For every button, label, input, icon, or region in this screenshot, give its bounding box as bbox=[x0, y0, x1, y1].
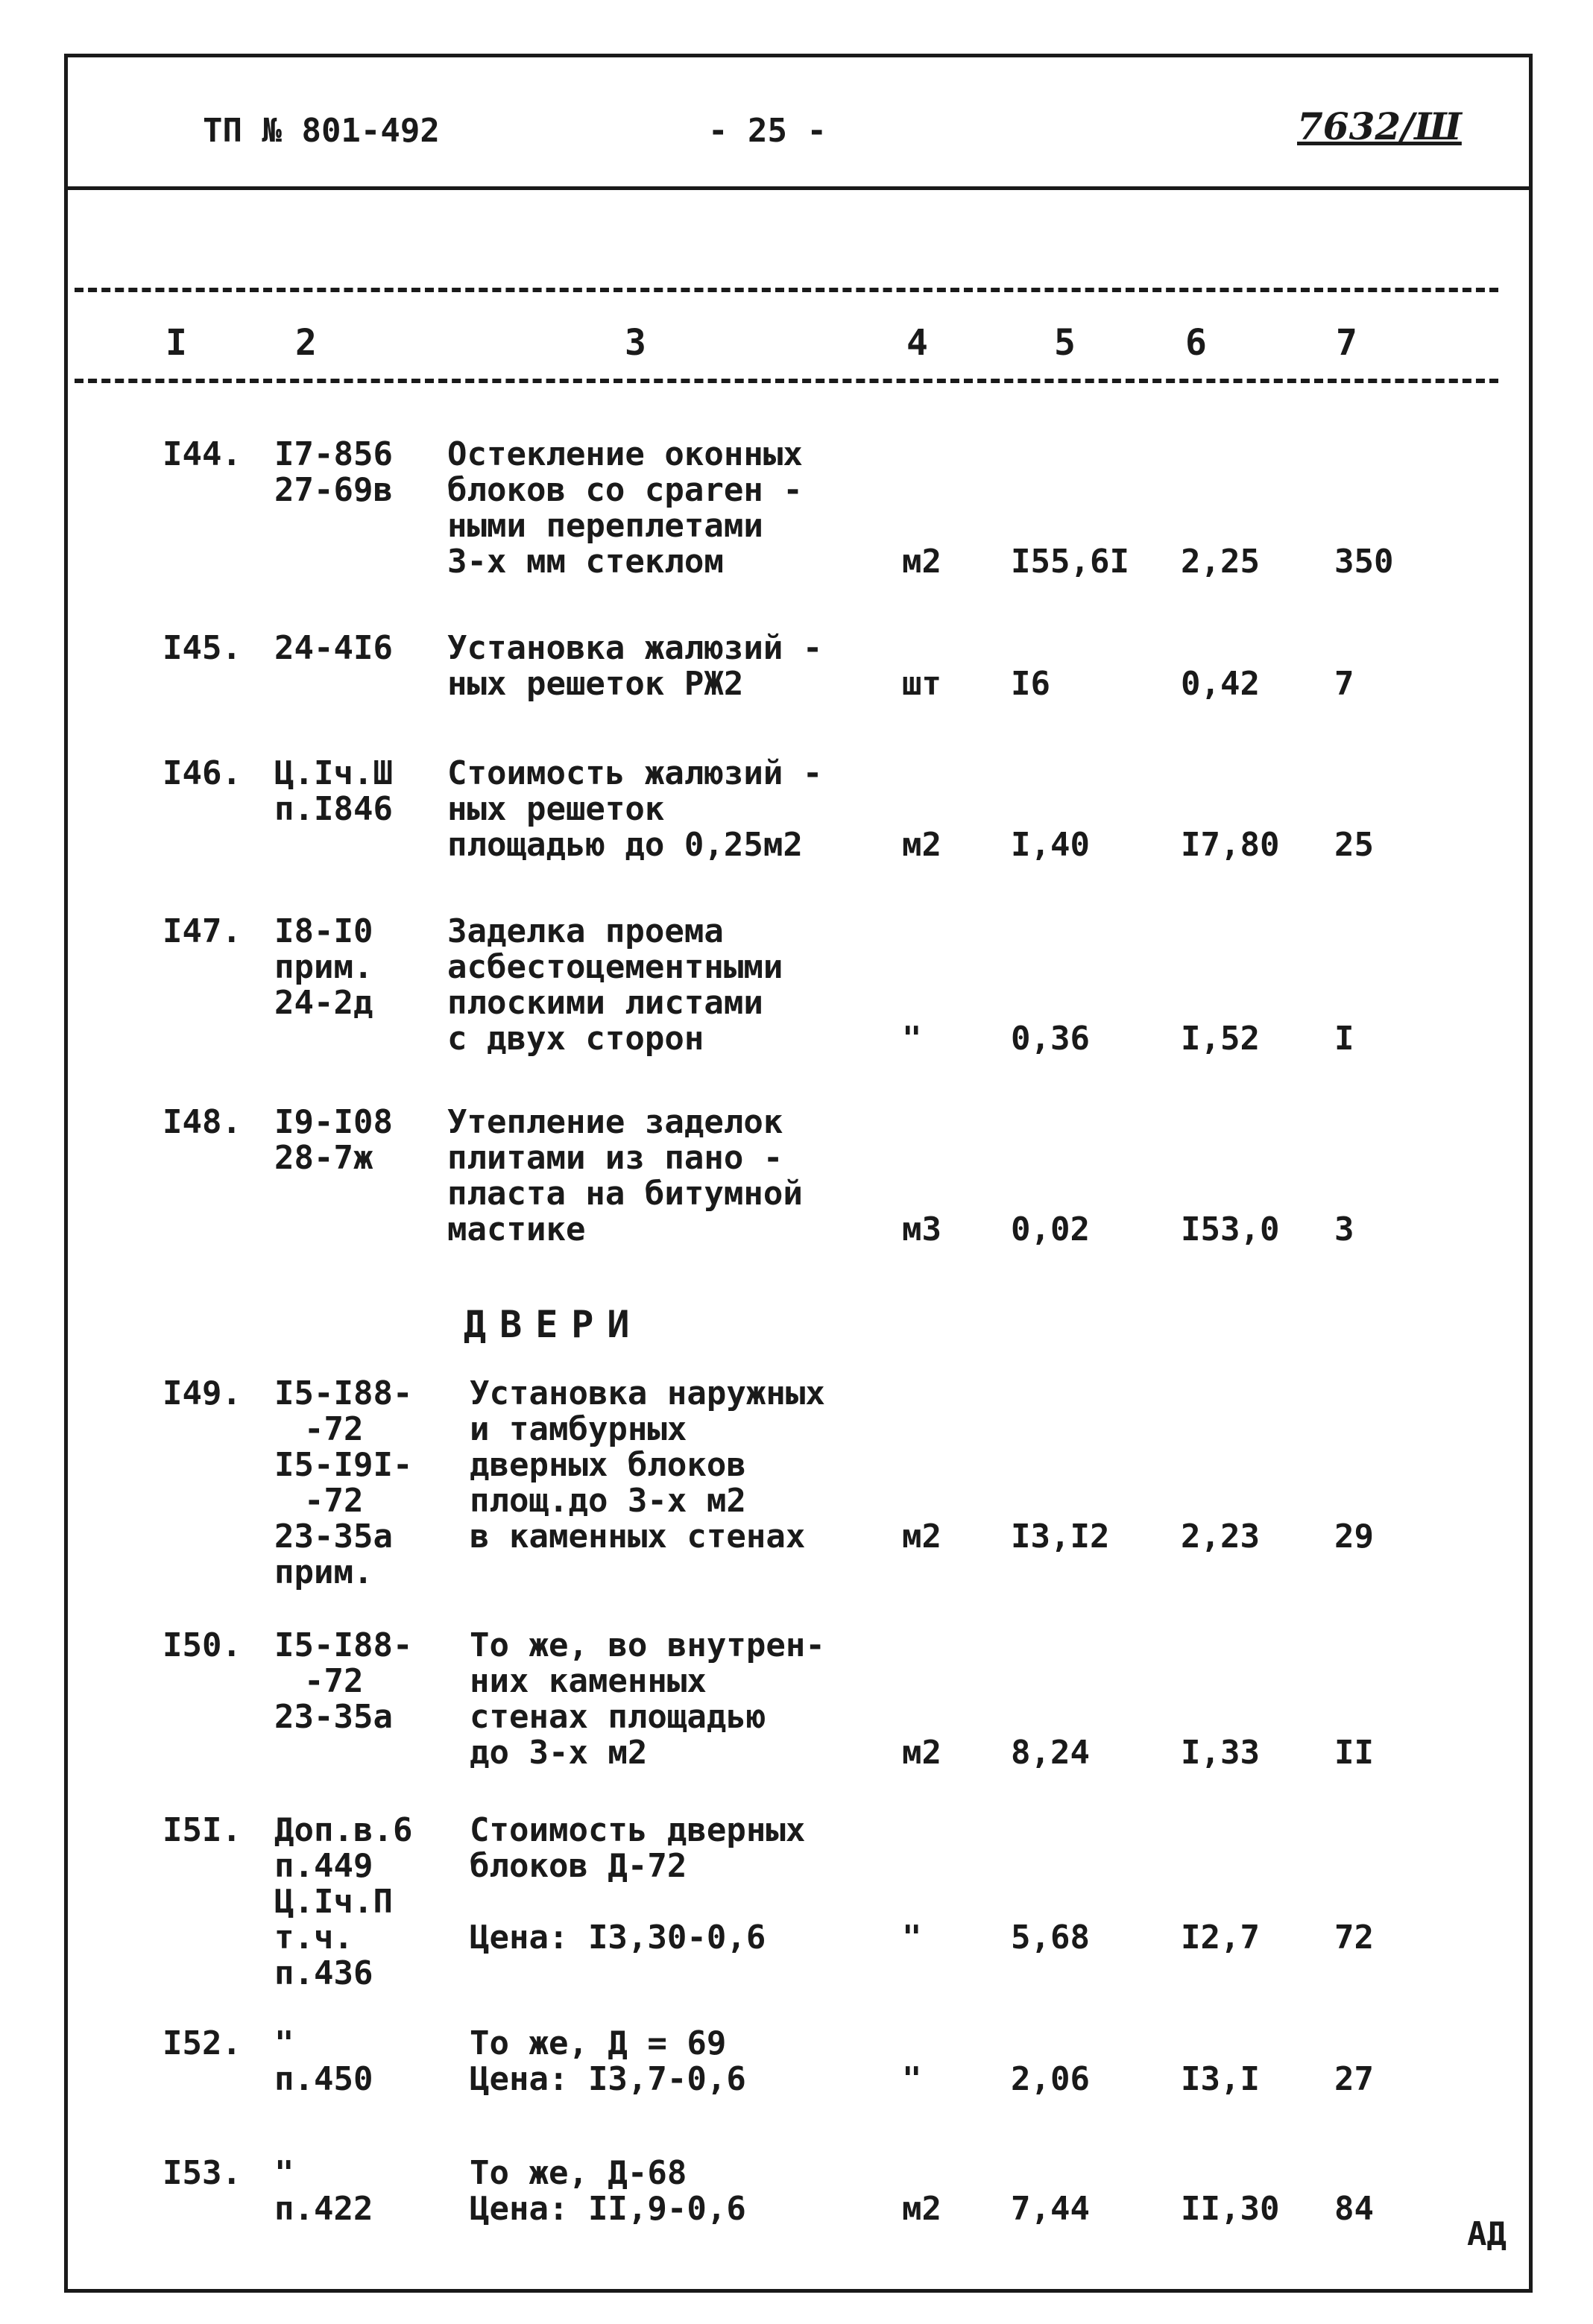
row-code-line: п.436 bbox=[274, 1954, 373, 1992]
row-description-line: них каменных bbox=[470, 1662, 707, 1700]
table-header-dashes bbox=[75, 379, 1498, 383]
row-description-line: То же, Д = 69 bbox=[470, 2024, 727, 2062]
row-unit: " bbox=[902, 2060, 922, 2098]
table-top-dashes bbox=[75, 288, 1498, 292]
row-unit: м2 bbox=[902, 2190, 941, 2228]
row-description-line: ных решеток РЖ2 bbox=[447, 665, 744, 703]
row-description-line: Заделка проема bbox=[447, 912, 724, 950]
row-number: I52. bbox=[163, 2024, 242, 2062]
row-quantity: I3,I2 bbox=[1011, 1518, 1110, 1556]
doc-code: ТП № 801-492 bbox=[203, 112, 440, 150]
row-code-line: " bbox=[274, 2024, 294, 2062]
header-divider bbox=[64, 186, 1533, 190]
col-header-7: 7 bbox=[1336, 322, 1357, 364]
row-description-line: до 3-х м2 bbox=[470, 1734, 648, 1772]
row-total: I bbox=[1334, 1020, 1354, 1058]
row-code-line: 23-35а bbox=[274, 1518, 393, 1556]
row-quantity: 0,02 bbox=[1011, 1210, 1090, 1248]
row-quantity: 2,06 bbox=[1011, 2060, 1090, 2098]
row-code-line: Доп.в.6 bbox=[274, 1811, 413, 1849]
row-code-line: -72 bbox=[304, 1662, 364, 1700]
row-number: I53. bbox=[163, 2154, 242, 2192]
row-total: 3 bbox=[1334, 1210, 1354, 1248]
row-quantity: 8,24 bbox=[1011, 1734, 1090, 1772]
row-price: 0,42 bbox=[1181, 665, 1260, 703]
row-unit: " bbox=[902, 1020, 922, 1058]
row-code-line: 23-35а bbox=[274, 1698, 393, 1736]
row-code-line: п.I846 bbox=[274, 790, 393, 828]
row-code-line: п.450 bbox=[274, 2060, 373, 2098]
col-header-5: 5 bbox=[1054, 322, 1076, 364]
row-code-line: 24-4I6 bbox=[274, 629, 393, 667]
row-number: I5I. bbox=[163, 1811, 242, 1849]
row-code-line: 27-69в bbox=[274, 471, 393, 509]
row-description-line: Цена: II,9-0,6 bbox=[470, 2190, 746, 2228]
row-code-line: I9-I08 bbox=[274, 1103, 393, 1141]
row-description-line: дверных блоков bbox=[470, 1446, 746, 1484]
row-unit: м2 bbox=[902, 826, 941, 864]
col-header-3: 3 bbox=[625, 322, 646, 364]
row-description-line: То же, Д-68 bbox=[470, 2154, 687, 2192]
row-code-line: Ц.Iч.Ш bbox=[274, 754, 393, 792]
row-code-line: прим. bbox=[274, 1553, 373, 1591]
row-description-line: блоков Д-72 bbox=[470, 1847, 687, 1885]
page-number: - 25 - bbox=[708, 112, 827, 150]
row-description-line: мастике bbox=[447, 1210, 586, 1248]
row-number: I48. bbox=[163, 1103, 242, 1141]
row-description-line: площадью до 0,25м2 bbox=[447, 826, 803, 864]
row-description-line: в каменных стенах bbox=[470, 1518, 806, 1556]
row-quantity: 0,36 bbox=[1011, 1020, 1090, 1058]
row-total: 72 bbox=[1334, 1919, 1374, 1957]
row-description-line: плитами из пано - bbox=[447, 1139, 783, 1177]
row-code-line: I5-I88- bbox=[274, 1374, 413, 1412]
row-code-line: п.422 bbox=[274, 2190, 373, 2228]
row-description-line: Стоимость дверных bbox=[470, 1811, 806, 1849]
row-code-line: I8-I0 bbox=[274, 912, 373, 950]
row-price: 2,23 bbox=[1181, 1518, 1260, 1556]
row-total: 25 bbox=[1334, 826, 1374, 864]
row-price: I2,7 bbox=[1181, 1919, 1260, 1957]
row-code-line: -72 bbox=[304, 1482, 364, 1520]
row-description-line: стенах площадью bbox=[470, 1698, 766, 1736]
row-description-line: 3-х мм стеклом bbox=[447, 543, 724, 581]
row-total: 84 bbox=[1334, 2190, 1374, 2228]
row-code-line: п.449 bbox=[274, 1847, 373, 1885]
row-price: 2,25 bbox=[1181, 543, 1260, 581]
row-unit: м2 bbox=[902, 1518, 941, 1556]
row-quantity: I6 bbox=[1011, 665, 1050, 703]
row-description-line: пласта на битумной bbox=[447, 1175, 803, 1213]
row-code-line: I7-856 bbox=[274, 435, 393, 473]
row-code-line: " bbox=[274, 2154, 294, 2192]
row-description-line: плоскими листами bbox=[447, 984, 763, 1022]
col-header-6: 6 bbox=[1185, 322, 1207, 364]
row-quantity: 7,44 bbox=[1011, 2190, 1090, 2228]
row-number: I50. bbox=[163, 1626, 242, 1664]
row-total: II bbox=[1334, 1734, 1374, 1772]
footer-mark: АД bbox=[1467, 2215, 1507, 2253]
row-description-line: асбестоцементными bbox=[447, 948, 783, 986]
row-total: 7 bbox=[1334, 665, 1354, 703]
row-quantity: 5,68 bbox=[1011, 1919, 1090, 1957]
row-code-line: I5-I9I- bbox=[274, 1446, 413, 1484]
row-unit: шт bbox=[902, 665, 941, 703]
row-description-line: Установка наружных bbox=[470, 1374, 825, 1412]
row-unit: " bbox=[902, 1919, 922, 1957]
row-description-line: Утепление заделок bbox=[447, 1103, 783, 1141]
row-number: I45. bbox=[163, 629, 242, 667]
col-header-2: 2 bbox=[295, 322, 317, 364]
row-code-line: Ц.Iч.П bbox=[274, 1883, 393, 1921]
row-description-line: Остекление оконных bbox=[447, 435, 803, 473]
row-code-line: -72 bbox=[304, 1410, 364, 1448]
row-code-line: т.ч. bbox=[274, 1919, 353, 1957]
row-total: 27 bbox=[1334, 2060, 1374, 2098]
row-code-line: I5-I88- bbox=[274, 1626, 413, 1664]
row-price: II,30 bbox=[1181, 2190, 1280, 2228]
row-description-line: Цена: I3,30-0,6 bbox=[470, 1919, 766, 1957]
row-code-line: прим. bbox=[274, 948, 373, 986]
row-description-line: площ.до 3-х м2 bbox=[470, 1482, 746, 1520]
col-header-1: I bbox=[165, 322, 187, 364]
row-price: I3,I bbox=[1181, 2060, 1260, 2098]
row-description-line: То же, во внутрен- bbox=[470, 1626, 825, 1664]
row-unit: м2 bbox=[902, 1734, 941, 1772]
row-price: I7,80 bbox=[1181, 826, 1280, 864]
row-number: I46. bbox=[163, 754, 242, 792]
row-description-line: Стоимость жалюзий - bbox=[447, 754, 823, 792]
row-unit: м3 bbox=[902, 1210, 941, 1248]
row-description-line: блоков со сparен - bbox=[447, 471, 803, 509]
row-code-line: 24-2д bbox=[274, 984, 373, 1022]
row-description-line: Цена: I3,7-0,6 bbox=[470, 2060, 746, 2098]
row-description-line: Установка жалюзий - bbox=[447, 629, 823, 667]
row-number: I44. bbox=[163, 435, 242, 473]
row-unit: м2 bbox=[902, 543, 941, 581]
row-price: I53,0 bbox=[1181, 1210, 1280, 1248]
row-description-line: ными переплетами bbox=[447, 507, 763, 545]
row-number: I47. bbox=[163, 912, 242, 950]
row-quantity: I,40 bbox=[1011, 826, 1090, 864]
row-code-line: 28-7ж bbox=[274, 1139, 373, 1177]
sheet-ref: 7632/Ш bbox=[1297, 104, 1462, 148]
row-price: I,52 bbox=[1181, 1020, 1260, 1058]
row-description-line: с двух сторон bbox=[447, 1020, 704, 1058]
row-total: 29 bbox=[1334, 1518, 1374, 1556]
row-total: 350 bbox=[1334, 543, 1394, 581]
row-description-line: и тамбурных bbox=[470, 1410, 687, 1448]
row-description-line: ных решеток bbox=[447, 790, 665, 828]
col-header-4: 4 bbox=[906, 322, 928, 364]
row-quantity: I55,6I bbox=[1011, 543, 1129, 581]
section-title: ДВЕРИ bbox=[464, 1303, 643, 1346]
row-number: I49. bbox=[163, 1374, 242, 1412]
row-price: I,33 bbox=[1181, 1734, 1260, 1772]
